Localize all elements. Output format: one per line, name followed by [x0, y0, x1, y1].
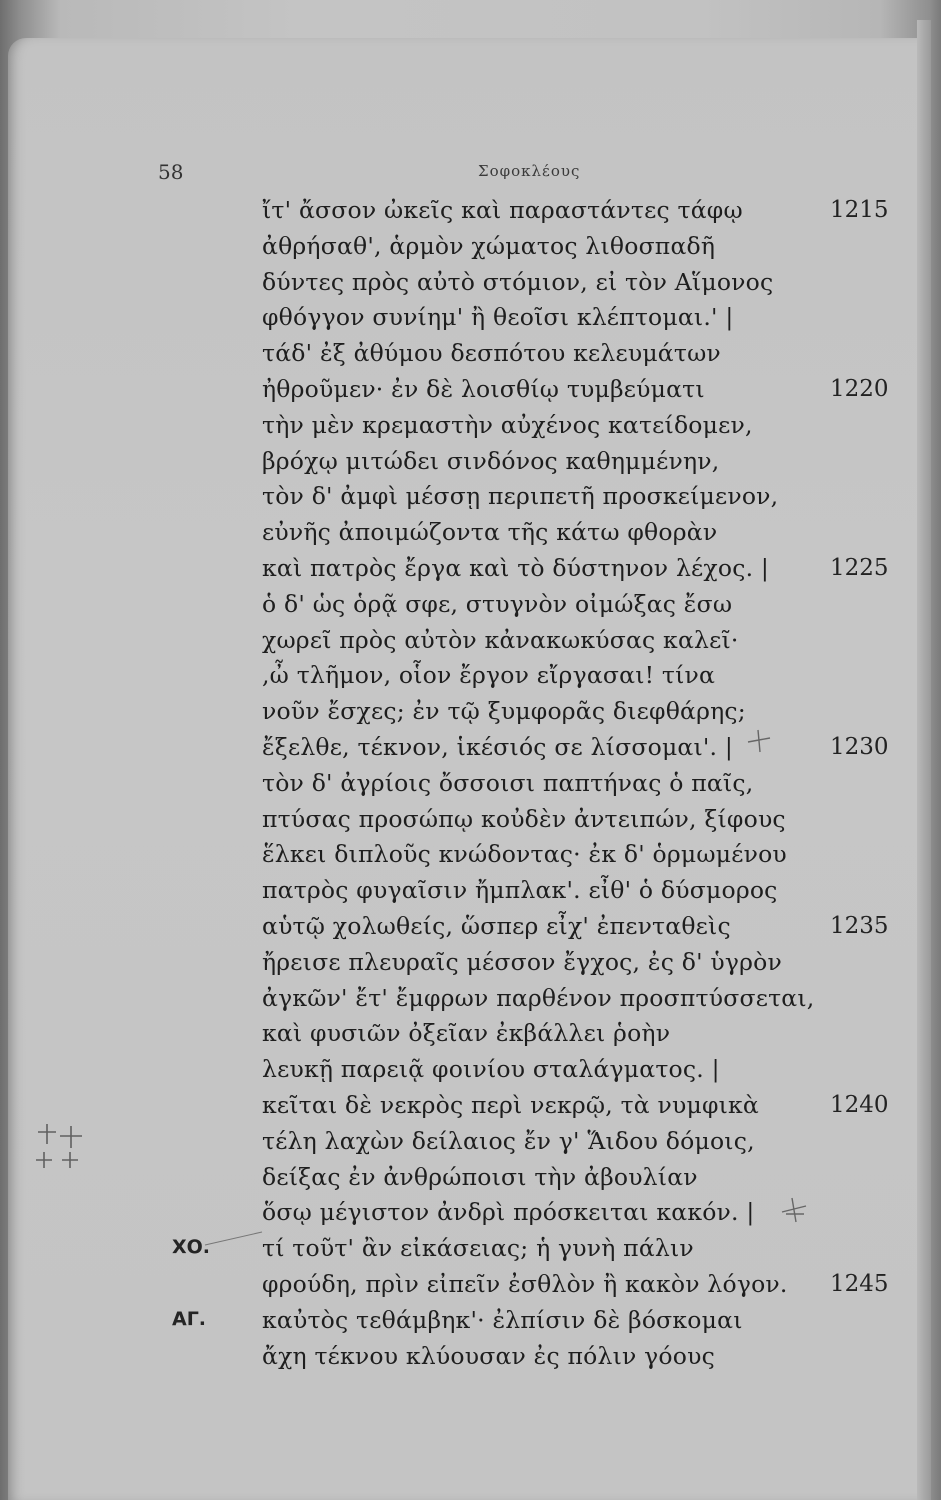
verse-text: καὶ φυσιῶν ὀξεῖαν ἐκβάλλει ῥοὴν [262, 1019, 671, 1048]
line-number: 1235 [830, 912, 889, 939]
verse-line [0, 554, 941, 590]
verse-line [0, 590, 941, 626]
verse-text: τὸν δ' ἀμφὶ μέσσῃ περιπετῆ προσκείμενον, [262, 482, 779, 511]
verse-line [0, 518, 941, 554]
line-number: 1230 [830, 733, 889, 760]
line-number: 1245 [830, 1270, 889, 1297]
verse-text: καὶ πατρὸς ἔργα καὶ τὸ δύστηνον λέχος. | [262, 553, 770, 582]
verse-line [0, 1306, 941, 1342]
speaker-label: ΧΟ. [172, 1236, 211, 1259]
line-number: 1215 [830, 197, 889, 223]
verse-text: εὐνῆς ἀποιμώζοντα τῆς κάτω φθορὰν [262, 518, 718, 547]
verse-line [0, 1234, 941, 1270]
verse-line [0, 1055, 941, 1091]
verse-text: ὁ δ' ὡς ὁρᾷ σφε, στυγνὸν οἰμώξας ἔσω [262, 589, 733, 618]
verse-line [0, 411, 941, 447]
verse-text: αὑτῷ χολωθείς, ὥσπερ εἶχ' ἐπενταθεὶς [262, 911, 731, 940]
verse-text: ἠθροῦμεν· ἐν δὲ λοισθίῳ τυμβεύματι [262, 374, 705, 403]
verse-line [0, 876, 941, 912]
running-head: Σοφοκλέους [478, 162, 581, 180]
verse-text: πατρὸς φυγαῖσιν ἤμπλακ'. εἶθ' ὁ δύσμορος [262, 876, 778, 905]
verse-text: τέλη λαχὼν δείλαιος ἔν γ' Ἅιδου δόμοις, [262, 1126, 755, 1155]
verse-text: ἀγκῶν' ἔτ' ἔμφρων παρθένον προσπτύσσεται, [262, 983, 815, 1012]
verse-text: δείξας ἐν ἀνθρώποισι τὴν ἀβουλίαν [262, 1162, 698, 1191]
verse-text: λευκῇ παρειᾷ φοινίου σταλάγματος. | [262, 1055, 720, 1084]
verse-line [0, 1019, 941, 1055]
verse-line [0, 1198, 941, 1234]
verse-text: ὅσῳ μέγιστον ἀνδρὶ πρόσκειται κακόν. | [262, 1198, 755, 1227]
line-number: 1225 [830, 554, 889, 581]
verse-text: τί τοῦτ' ἂν εἰκάσειας; ἡ γυνὴ πάλιν [262, 1234, 694, 1263]
verse-line [0, 733, 941, 769]
verse-line [0, 1342, 941, 1378]
verse-lines [0, 196, 941, 1377]
verse-text: τὸν δ' ἀγρίοις ὄσσοισι παπτήνας ὁ παῖς, [262, 768, 754, 797]
verse-line [0, 769, 941, 805]
verse-text: φθόγγον συνίημ' ἢ θεοῖσι κλέπτομαι.' | [262, 303, 734, 332]
verse-text: ἔξελθε, τέκνον, ἱκέσιός σε λίσσομαι'. | [262, 732, 734, 761]
verse-line [0, 840, 941, 876]
verse-line [0, 232, 941, 268]
verse-text: ἤρεισε πλευραῖς μέσσον ἔγχος, ἐς δ' ὑγρὸν [262, 947, 782, 976]
verse-line [0, 626, 941, 662]
verse-line [0, 948, 941, 984]
verse-line [0, 303, 941, 339]
verse-text: βρόχῳ μιτώδει σινδόνος καθημμένην, [262, 446, 720, 475]
verse-text: φρούδη, πρὶν εἰπεῖν ἐσθλὸν ἢ κακὸν λόγον. [262, 1269, 788, 1298]
verse-line [0, 1163, 941, 1199]
speaker-label: ΑΓ. [172, 1307, 207, 1330]
pencil-margin-mark [30, 1122, 90, 1177]
verse-line [0, 268, 941, 304]
verse-line [0, 339, 941, 375]
verse-line [0, 661, 941, 697]
verse-text: χωρεῖ πρὸς αὐτὸν κἀνακωκύσας καλεῖ· [262, 625, 739, 654]
page-number: 58 [158, 160, 184, 184]
verse-line [0, 697, 941, 733]
verse-text: καὐτὸς τεθάμβηκ'· ἐλπίσιν δὲ βόσκομαι [262, 1305, 743, 1334]
line-number: 1220 [830, 375, 889, 402]
page-header [0, 156, 941, 190]
verse-line [0, 1270, 941, 1306]
verse-text: δύντες πρὸς αὐτὸ στόμιον, εἰ τὸν Αἵμονος [262, 267, 774, 296]
verse-line [0, 482, 941, 518]
verse-line [0, 805, 941, 841]
verse-line [0, 447, 941, 483]
verse-text: ἀθρήσαθ', ἁρμὸν χώματος λιθοσπαδῆ [262, 231, 716, 260]
verse-text: νοῦν ἔσχες; ἐν τῷ ξυμφορᾶς διεφθάρης; [262, 697, 746, 726]
verse-text: τὴν μὲν κρεμαστὴν αὐχένος κατείδομεν, [262, 410, 753, 439]
verse-line [0, 1091, 941, 1127]
verse-text: κεῖται δὲ νεκρὸς περὶ νεκρῷ, τὰ νυμφικὰ [262, 1090, 759, 1119]
verse-line [0, 1127, 941, 1163]
verse-line [0, 912, 941, 948]
verse-text: ἕλκει διπλοῦς κνώδοντας· ἐκ δ' ὁρμωμένου [262, 840, 787, 869]
verse-line [0, 375, 941, 411]
verse-line [0, 984, 941, 1020]
verse-text: τάδ' ἐξ ἀθύμου δεσπότου κελευμάτων [262, 339, 721, 368]
verse-text: ,ὦ τλῆμον, οἷον ἔργον εἴργασαι! τίνα [262, 661, 716, 690]
verse-text: πτύσας προσώπῳ κοὐδὲν ἀντειπών, ξίφους [262, 804, 786, 833]
line-number: 1240 [830, 1091, 889, 1118]
verse-line [0, 196, 941, 232]
verse-text: ἄχη τέκνου κλύουσαν ἐς πόλιν γόους [262, 1341, 715, 1370]
verse-text: ἴτ' ἄσσον ὠκεῖς καὶ παραστάντες τάφῳ [262, 196, 743, 224]
